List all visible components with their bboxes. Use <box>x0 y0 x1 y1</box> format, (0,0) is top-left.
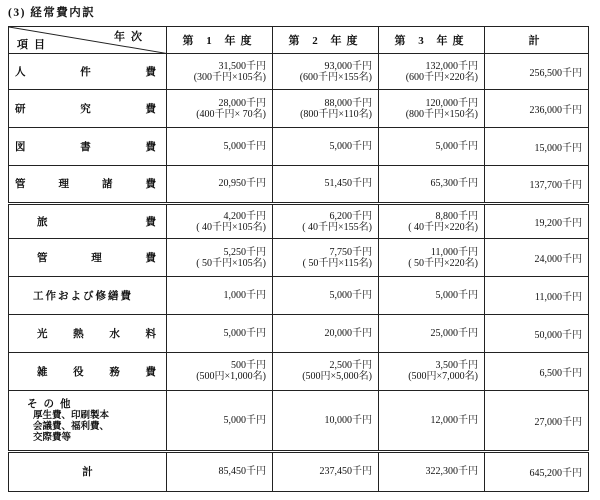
row-label <box>9 239 167 277</box>
cell-amount: 5,000千円 <box>329 140 372 152</box>
cell-amount: 12,000千円 <box>430 414 478 426</box>
row-label-text: 工作および修繕費 <box>33 291 133 303</box>
row-label <box>9 165 167 203</box>
cell-y1 <box>167 390 273 451</box>
cell-amount: 20,000千円 <box>324 328 372 340</box>
table-row <box>9 353 589 391</box>
cell-total: 27,000千円 <box>485 390 589 451</box>
cell-amount: 65,300千円 <box>430 178 478 190</box>
row-label-sub: 交際費等 <box>33 433 72 444</box>
label-char: 図 <box>15 141 26 153</box>
cell-y1 <box>167 90 273 128</box>
cell-amount: 85,450千円 <box>218 466 266 478</box>
expense-table <box>8 26 589 492</box>
row-label <box>9 390 167 451</box>
cell-breakdown: ( 40千円×155名) <box>302 221 372 233</box>
cell-amount: 5,000千円 <box>435 140 478 152</box>
cell-amount: 2,500千円 <box>329 360 372 372</box>
label-char: 研 <box>15 104 26 116</box>
cell-y2 <box>273 390 379 451</box>
header-year1: 第 1 年度 <box>167 27 273 54</box>
row-label <box>9 353 167 391</box>
cell-amount: 25,000千円 <box>430 328 478 340</box>
cell-y2 <box>273 127 379 165</box>
cell-y2 <box>273 353 379 391</box>
cell-y1 <box>167 54 273 90</box>
cell-y2 <box>273 277 379 315</box>
row-label <box>9 127 167 165</box>
cell-y2 <box>273 239 379 277</box>
label-char: 人 <box>15 67 26 79</box>
cell-total: 137,700千円 <box>485 165 589 203</box>
cell-amount: 500千円 <box>231 360 266 372</box>
cell-amount: 5,000千円 <box>435 290 478 302</box>
cell-total: 256,500千円 <box>485 54 589 90</box>
cell-breakdown: (300千円×105名) <box>193 71 266 83</box>
cell-breakdown: (800千円×110名) <box>300 108 372 120</box>
cell-amount: 5,000千円 <box>223 328 266 340</box>
label-char: 費 <box>145 179 156 191</box>
cell-breakdown: ( 50千円×220名) <box>408 257 478 269</box>
row-label <box>9 451 167 491</box>
cell-total: 11,000千円 <box>485 277 589 315</box>
cell-y1 <box>167 127 273 165</box>
table-row <box>9 165 589 203</box>
cell-amount: 7,750千円 <box>329 246 372 258</box>
cell-amount: 31,500千円 <box>218 60 266 72</box>
row-label-title: その他 <box>27 399 77 411</box>
cell-total: 236,000千円 <box>485 90 589 128</box>
cell-total: 6,500千円 <box>485 353 589 391</box>
cell-y3 <box>379 277 485 315</box>
cell-total: 24,000千円 <box>485 239 589 277</box>
cell-y3 <box>379 315 485 353</box>
table-row <box>9 203 589 239</box>
label-char: 務 <box>109 366 120 378</box>
row-label <box>9 277 167 315</box>
label-char: 役 <box>73 366 84 378</box>
cell-y2 <box>273 451 379 491</box>
header-year2: 第 2 年度 <box>273 27 379 54</box>
cell-breakdown: (500円×1,000名) <box>196 371 266 383</box>
label-char: 費 <box>145 67 156 79</box>
cell-amount: 237,450千円 <box>319 466 372 478</box>
row-label <box>9 203 167 239</box>
row-label-spread <box>13 101 162 116</box>
label-char: 管 <box>37 253 48 265</box>
cell-y1 <box>167 239 273 277</box>
row-label-text: 計 <box>82 467 93 479</box>
cell-y3 <box>379 451 485 491</box>
row-label-spread <box>13 176 162 191</box>
label-char: 費 <box>145 253 156 265</box>
row-label-spread <box>13 326 162 341</box>
header-row <box>9 27 589 54</box>
label-char: 理 <box>58 179 69 191</box>
table-row <box>9 239 589 277</box>
cell-amount: 11,000千円 <box>430 246 478 258</box>
row-label-spread <box>13 214 162 229</box>
header-year3: 第 3 年度 <box>379 27 485 54</box>
cell-y2 <box>273 165 379 203</box>
cell-amount: 6,200千円 <box>329 210 372 222</box>
label-char: 理 <box>91 253 102 265</box>
label-char: 費 <box>145 141 156 153</box>
row-label <box>9 54 167 90</box>
row-label <box>9 315 167 353</box>
label-char: 熱 <box>73 329 84 341</box>
cell-y2 <box>273 203 379 239</box>
header-year-label: 年次 <box>114 31 148 43</box>
row-label-spread <box>13 64 162 79</box>
cell-y3 <box>379 390 485 451</box>
cell-amount: 1,000千円 <box>223 290 266 302</box>
cell-amount: 5,000千円 <box>329 290 372 302</box>
cell-breakdown: ( 40千円×220名) <box>408 221 478 233</box>
row-label-sub: 厚生費、印刷製本 <box>33 411 110 422</box>
cell-breakdown: ( 50千円×105名) <box>196 257 266 269</box>
table-row <box>9 277 589 315</box>
label-char: 雑 <box>37 366 48 378</box>
row-label-spread <box>13 364 162 379</box>
label-char: 料 <box>145 329 156 341</box>
label-char: 費 <box>145 366 156 378</box>
table-row <box>9 390 589 451</box>
cell-y3 <box>379 127 485 165</box>
cell-y1 <box>167 451 273 491</box>
cell-amount: 10,000千円 <box>324 414 372 426</box>
table-row <box>9 90 589 128</box>
label-char: 諸 <box>102 179 113 191</box>
row-label <box>9 90 167 128</box>
cell-amount: 51,450千円 <box>324 178 372 190</box>
cell-amount: 132,000千円 <box>425 60 478 72</box>
cell-amount: 8,800千円 <box>435 210 478 222</box>
cell-breakdown: (600千円×220名) <box>405 71 478 83</box>
table-row <box>9 127 589 165</box>
table-row <box>9 54 589 90</box>
cell-amount: 120,000千円 <box>425 97 478 109</box>
label-char: 費 <box>145 217 156 229</box>
cell-amount: 28,000千円 <box>218 97 266 109</box>
cell-y1 <box>167 203 273 239</box>
label-char: 管 <box>15 179 26 191</box>
cell-y3 <box>379 353 485 391</box>
cell-breakdown: (600千円×155名) <box>299 71 372 83</box>
cell-y3 <box>379 165 485 203</box>
row-label-spread <box>13 250 162 265</box>
cell-y1 <box>167 315 273 353</box>
cell-y3 <box>379 239 485 277</box>
cell-y3 <box>379 54 485 90</box>
cell-breakdown: (800千円×150名) <box>405 108 478 120</box>
cell-amount: 4,200千円 <box>223 210 266 222</box>
cell-amount: 3,500千円 <box>435 360 478 372</box>
label-char: 旅 <box>37 217 48 229</box>
cell-amount: 93,000千円 <box>324 60 372 72</box>
cell-total: 50,000千円 <box>485 315 589 353</box>
cell-amount: 5,000千円 <box>223 414 266 426</box>
header-total: 計 <box>485 27 589 54</box>
cell-amount: 5,250千円 <box>223 246 266 258</box>
cell-total: 645,200千円 <box>485 451 589 491</box>
cell-y2 <box>273 90 379 128</box>
cell-y2 <box>273 315 379 353</box>
label-char: 件 <box>80 67 91 79</box>
cell-breakdown: (500円×5,000名) <box>302 371 372 383</box>
cell-breakdown: (500円×7,000名) <box>408 371 478 383</box>
cell-y3 <box>379 90 485 128</box>
cell-y1 <box>167 165 273 203</box>
cell-y3 <box>379 203 485 239</box>
cell-amount: 20,950千円 <box>218 178 266 190</box>
cell-y1 <box>167 353 273 391</box>
cell-amount: 5,000千円 <box>223 140 266 152</box>
section-title: (3) 経常費内訳 <box>8 7 96 19</box>
cell-amount: 88,000千円 <box>324 97 372 109</box>
table-row <box>9 451 589 491</box>
cell-total: 15,000千円 <box>485 127 589 165</box>
header-corner-cell <box>9 27 167 54</box>
cell-breakdown: ( 50千円×115名) <box>302 257 372 269</box>
header-item-label: 項目 <box>17 39 51 52</box>
cell-y1 <box>167 277 273 315</box>
cell-amount: 322,300千円 <box>425 466 478 478</box>
label-char: 費 <box>145 104 156 116</box>
label-char: 書 <box>80 141 91 153</box>
cell-total: 19,200千円 <box>485 203 589 239</box>
label-char: 究 <box>80 104 91 116</box>
table-row <box>9 315 589 353</box>
row-label-spread <box>13 139 162 154</box>
cell-y2 <box>273 54 379 90</box>
row-label-sub: 会議費、福利費、 <box>33 422 110 433</box>
label-char: 水 <box>109 329 120 341</box>
label-char: 光 <box>37 329 48 341</box>
cell-breakdown: ( 40千円×105名) <box>196 221 266 233</box>
cell-breakdown: (400千円× 70名) <box>196 108 266 120</box>
